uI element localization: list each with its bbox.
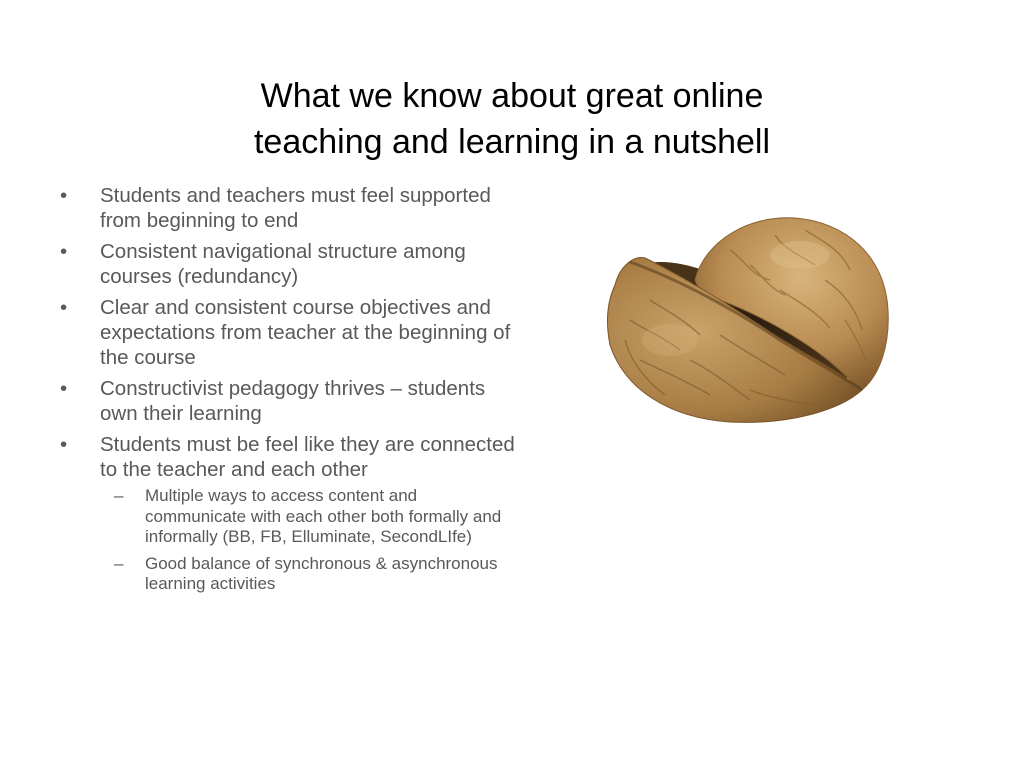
sub-bullet-list (100, 486, 516, 595)
bullet-text: Students must be feel like they are connected to the teacher and each other (100, 433, 515, 481)
dash-icon: – (114, 553, 124, 573)
sub-bullet-text: Multiple ways to access content and communicate with each other both formally and informally (BB, FB, Elluminate, SecondLIfe) (145, 486, 502, 546)
bullet-item (56, 432, 516, 595)
bullet-dot-icon: • (60, 377, 68, 400)
walnut-image (600, 210, 900, 435)
sub-bullet-item (100, 486, 516, 548)
sub-bullet-item (100, 554, 516, 595)
bullet-text: Students and teachers must feel supported from beginning to end (100, 184, 491, 232)
bullet-dot-icon: • (60, 240, 68, 263)
sub-bullet-text: Good balance of synchronous & asynchronous learning activities (145, 553, 498, 593)
bullet-dot-icon: • (60, 296, 68, 319)
bullet-item (56, 376, 516, 426)
dash-icon: – (114, 486, 124, 505)
bullet-item (56, 295, 516, 370)
bullet-text: Constructivist pedagogy thrives – students own their learning (100, 377, 486, 425)
slide-title-line-2: teaching and learning in a nutshell (253, 122, 771, 161)
bullet-text: Consistent navigational structure among courses (redundancy) (100, 240, 466, 288)
bullet-dot-icon: • (60, 184, 68, 207)
bullet-item (56, 183, 516, 233)
walnut-shell-icon (600, 210, 900, 435)
bullet-list (56, 183, 516, 601)
slide-title (112, 73, 912, 165)
bullet-dot-icon: • (60, 433, 68, 456)
bullet-item (56, 239, 516, 289)
slide-title-line-1: What we know about great online (260, 76, 764, 115)
bullet-text: Clear and consistent course objectives and expectations from teacher at the beginning of the course (100, 296, 511, 369)
